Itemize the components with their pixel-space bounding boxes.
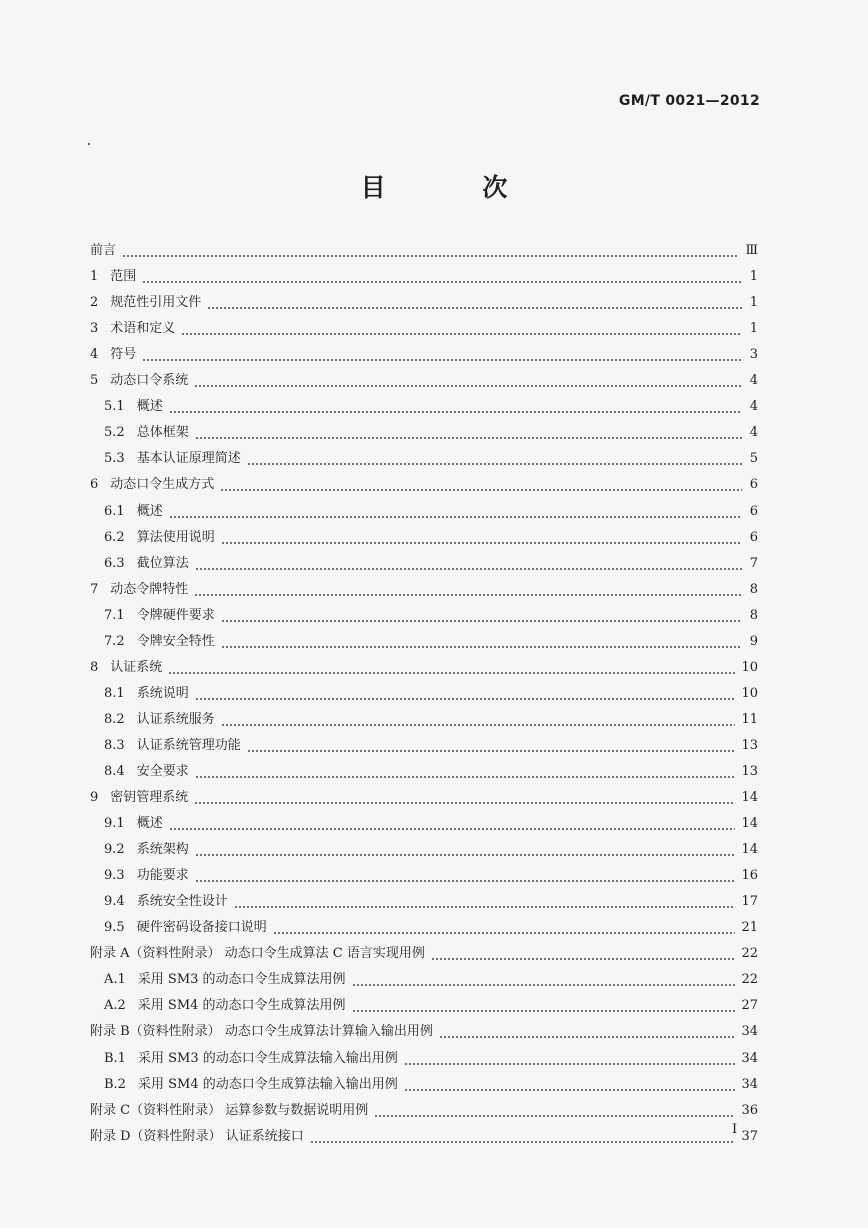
scan-speck (88, 143, 90, 145)
toc-entry-number: 5.1 (104, 399, 125, 415)
toc-entry-page: 22 (741, 946, 758, 962)
toc-entry[interactable] (90, 1015, 758, 1041)
toc-entry-title: 附录 C（资料性附录） 运算参数与数据说明用例 (90, 1102, 369, 1118)
toc-entry-title: 功能要求 (136, 868, 189, 884)
toc-entry-page: 17 (741, 894, 758, 910)
toc-entry[interactable] (90, 547, 758, 573)
toc-entry-number: 6.2 (104, 529, 125, 545)
dot-leader (142, 281, 742, 283)
toc-entry-page: 9 (749, 633, 758, 649)
toc-entry-number: 5.2 (104, 425, 125, 441)
dot-leader (352, 1010, 736, 1012)
toc-entry-page: 34 (741, 1024, 758, 1040)
toc-entry-page: 4 (749, 373, 758, 389)
dot-leader (169, 828, 736, 830)
toc-entry-page: 14 (741, 816, 758, 832)
toc-entry-title: 符号 (110, 347, 137, 363)
toc-entry-page: 1 (749, 321, 758, 337)
toc-entry-page: 6 (749, 503, 758, 519)
toc-entry[interactable] (90, 1120, 758, 1146)
toc-entry-title: 截位算法 (136, 555, 189, 571)
toc-entry-page: 14 (741, 842, 758, 858)
dot-leader (194, 385, 742, 387)
toc-entry-number: 9.3 (104, 868, 125, 884)
toc-entry-number: 5.3 (104, 451, 125, 467)
toc-entry[interactable] (90, 234, 758, 260)
toc-entry-number: 7.2 (104, 633, 125, 649)
dot-leader (168, 672, 735, 674)
toc-entry-title: 概述 (136, 816, 163, 832)
toc-entry[interactable] (90, 859, 758, 885)
toc-entry[interactable] (90, 1068, 758, 1094)
toc-entry-page: 8 (749, 607, 758, 623)
dot-leader (169, 411, 742, 413)
toc-entry-title: 附录 B（资料性附录） 动态口令生成算法计算输入输出用例 (90, 1024, 433, 1040)
toc-entry[interactable] (90, 703, 758, 729)
toc-entry[interactable] (90, 781, 758, 807)
toc-entry-number: 4 (90, 347, 99, 363)
toc-entry-page: 10 (741, 685, 758, 701)
toc-entry-title: 动态口令生成方式 (110, 477, 215, 493)
toc-entry-title: 认证系统 (110, 659, 163, 675)
toc-entry[interactable] (90, 625, 758, 651)
toc-entry-number: 9 (90, 790, 99, 806)
toc-entry-title: 令牌安全特性 (136, 633, 215, 649)
toc-entry-title: 密钥管理系统 (110, 790, 189, 806)
toc-entry[interactable] (90, 677, 758, 703)
toc-entry[interactable] (90, 442, 758, 468)
toc-entry-number: 6 (90, 477, 99, 493)
toc-entry-page: 11 (741, 711, 758, 727)
toc-entry-number: 8.4 (104, 763, 125, 779)
toc-entry-number: 6.1 (104, 503, 125, 519)
toc-entry-title: 前言 (90, 243, 117, 259)
toc-entry-page: 37 (741, 1128, 758, 1144)
dot-leader (404, 1089, 736, 1091)
toc-entry-title: 采用 SM4 的动态口令生成算法用例 (137, 998, 346, 1014)
toc-entry-title: 规范性引用文件 (110, 295, 202, 311)
dot-leader (439, 1036, 736, 1038)
toc-entry-page: 4 (749, 399, 758, 415)
dot-leader (431, 958, 736, 960)
toc-entry-title: 采用 SM3 的动态口令生成算法输入输出用例 (137, 1050, 398, 1066)
toc-entry-page: 7 (749, 555, 758, 571)
toc-entry[interactable] (90, 989, 758, 1015)
toc-entry-title: 系统架构 (136, 842, 189, 858)
toc-entry-page: 34 (741, 1050, 758, 1066)
dot-leader (273, 932, 736, 934)
toc-entry-number: 2 (90, 295, 99, 311)
toc-entry-page: 6 (749, 529, 758, 545)
toc-entry-title: 概述 (136, 503, 163, 519)
dot-leader (122, 255, 739, 257)
toc-entry-page: 16 (741, 868, 758, 884)
dot-leader (207, 307, 742, 309)
toc-entry[interactable] (90, 833, 758, 859)
toc-entry-title: 采用 SM4 的动态口令生成算法输入输出用例 (137, 1076, 398, 1092)
dot-leader (234, 906, 736, 908)
toc-entry-number: 3 (90, 321, 99, 337)
toc-entry[interactable] (90, 312, 758, 338)
toc-entry[interactable] (90, 521, 758, 547)
toc-entry-title: 基本认证原理简述 (136, 451, 241, 467)
toc-entry[interactable] (90, 729, 758, 755)
toc-entry-title: 采用 SM3 的动态口令生成算法用例 (137, 972, 346, 988)
dot-leader (374, 1115, 735, 1117)
toc-entry-title: 安全要求 (136, 763, 189, 779)
dot-leader (220, 489, 742, 491)
toc-entry[interactable] (90, 468, 758, 494)
dot-leader (221, 646, 742, 648)
dot-leader (310, 1141, 736, 1143)
dot-leader (195, 437, 742, 439)
dot-leader (247, 750, 736, 752)
toc-entry-page: 13 (741, 737, 758, 753)
toc-entry-page: 21 (741, 920, 758, 936)
toc-entry-number: 9.4 (104, 894, 125, 910)
toc-entry-number: 8.1 (104, 685, 125, 701)
toc-entry-page: 13 (741, 763, 758, 779)
toc-entry-page: 1 (749, 269, 758, 285)
toc-entry-page: 14 (741, 790, 758, 806)
toc-entry-title: 令牌硬件要求 (136, 607, 215, 623)
toc-entry-number: 8.3 (104, 737, 125, 753)
toc-entry[interactable] (90, 494, 758, 520)
dot-leader (181, 333, 742, 335)
toc-entry-page: 5 (749, 451, 758, 467)
toc-entry[interactable] (90, 937, 758, 963)
toc-entry-number: 9.2 (104, 842, 125, 858)
dot-leader (404, 1063, 736, 1065)
toc-entry[interactable] (90, 416, 758, 442)
toc-entry[interactable] (90, 1041, 758, 1067)
toc-entry-title: 范围 (110, 269, 137, 285)
toc-entry[interactable] (90, 260, 758, 286)
toc-entry[interactable] (90, 390, 758, 416)
toc-entry-title: 动态口令系统 (110, 373, 189, 389)
toc-entry-title: 硬件密码设备接口说明 (136, 920, 267, 936)
toc-entry-number: A.2 (104, 998, 126, 1014)
toc-entry[interactable] (90, 885, 758, 911)
dot-leader (247, 463, 742, 465)
dot-leader (169, 516, 742, 518)
toc-entry-number: A.1 (104, 972, 126, 988)
toc-entry-title: 附录 A（资料性附录） 动态口令生成算法 C 语言实现用例 (90, 946, 425, 962)
toc-entry-title: 算法使用说明 (136, 529, 215, 545)
toc-entry[interactable] (90, 364, 758, 390)
toc-entry[interactable] (90, 286, 758, 312)
toc-entry-number: 6.3 (104, 555, 125, 571)
toc-entry-number: 5 (90, 373, 99, 389)
dot-leader (352, 984, 736, 986)
toc-entry-page: Ⅲ (745, 243, 758, 259)
toc-entry-page: 27 (741, 998, 758, 1014)
dot-leader (194, 594, 742, 596)
toc-entry-number: 8 (90, 659, 99, 675)
toc-entry-title: 动态令牌特性 (110, 581, 189, 597)
dot-leader (194, 802, 735, 804)
toc-entry[interactable] (90, 338, 758, 364)
toc-entry[interactable] (90, 599, 758, 625)
dot-leader (195, 880, 736, 882)
toc-entry-number: 8.2 (104, 711, 125, 727)
toc-entry-page: 34 (741, 1076, 758, 1092)
toc-entry-page: 8 (749, 581, 758, 597)
toc-entry[interactable] (90, 963, 758, 989)
toc-entry[interactable] (90, 911, 758, 937)
dot-leader (195, 568, 742, 570)
toc-entry-page: 3 (749, 347, 758, 363)
dot-leader (221, 620, 742, 622)
toc-entry-title: 系统说明 (136, 685, 189, 701)
toc-entry-title: 附录 D（资料性附录） 认证系统接口 (90, 1128, 304, 1144)
toc-entry[interactable] (90, 651, 758, 677)
toc-entry-title: 总体框架 (136, 425, 189, 441)
dot-leader (195, 698, 736, 700)
toc-entry-page: 22 (741, 972, 758, 988)
dot-leader (221, 542, 742, 544)
toc-entry-number: 7 (90, 581, 99, 597)
toc-entry-title: 认证系统管理功能 (136, 737, 241, 753)
table-of-contents (90, 234, 758, 1146)
toc-entry-title: 认证系统服务 (136, 711, 215, 727)
toc-entry[interactable] (90, 755, 758, 781)
toc-entry-number: B.2 (104, 1076, 126, 1092)
page-title: 目 次 (360, 173, 552, 202)
toc-entry-number: B.1 (104, 1050, 126, 1066)
toc-entry-title: 概述 (136, 399, 163, 415)
toc-entry-page: 36 (741, 1102, 758, 1118)
toc-entry[interactable] (90, 1094, 758, 1120)
dot-leader (221, 724, 736, 726)
toc-entry-title: 系统安全性设计 (136, 894, 228, 910)
toc-entry[interactable] (90, 573, 758, 599)
dot-leader (195, 776, 736, 778)
toc-entry-page: 1 (749, 295, 758, 311)
dot-leader (195, 854, 736, 856)
toc-entry-number: 9.5 (104, 920, 125, 936)
toc-entry-number: 7.1 (104, 607, 125, 623)
toc-entry[interactable] (90, 807, 758, 833)
standard-code: GM/T 0021—2012 (618, 93, 760, 109)
toc-entry-title: 术语和定义 (110, 321, 176, 337)
toc-entry-number: 9.1 (104, 816, 125, 832)
page-number: I (732, 1122, 738, 1137)
toc-entry-number: 1 (90, 269, 99, 285)
toc-entry-page: 6 (749, 477, 758, 493)
toc-entry-page: 4 (749, 425, 758, 441)
dot-leader (142, 359, 742, 361)
toc-entry-page: 10 (741, 659, 758, 675)
